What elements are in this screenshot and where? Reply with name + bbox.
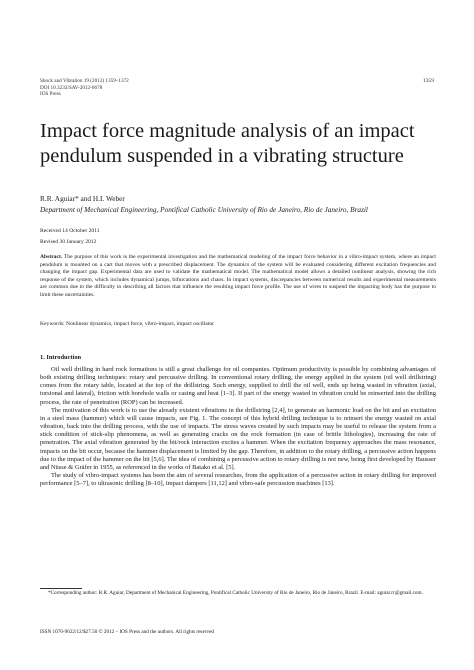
introduction-body — [40, 366, 436, 488]
authors: R.R. Aguiar* and H.I. Weber — [40, 194, 125, 203]
issn-copyright: ISSN 1070-9622/12/$27.50 © 2012 – IOS Press and the authors. All rights reserved — [40, 629, 214, 635]
publisher: IOS Press — [40, 91, 61, 98]
paper-title-line-1: Impact force magnitude analysis of an impact — [40, 120, 415, 142]
abstract — [40, 254, 436, 300]
paragraph: The motivation of this work is to use the already existent vibrations in the drillstring [2,4], to generate an harmonic load on the bit and an excitation in a steel mass (hammer) which will cause impacts, see Fig. 1. The concept of this hybrid drilling technique is to reinsert the energy wasted on axial vibration, back into the drilling process, with the use of impacts. The stress waves created by such impacts may be useful to release the system from a stick condition of stick-slip phenomena, as well as generating cracks on the rock formation (in case of brittle lithologies), increasing the rate of penetration. The axial vibration generated by the bit/rock interaction excites a hammer. When the excitation frequency approaches the mass resonance, impacts on the bit occur, because the hammer displacement is limited by the gap. Therefore, in addition to the rotary drilling, a percussive action happens due to the impact of the hammer on the bit [5,6]. The idea of combining a percussive action to rotary drilling is not new, being first developed by Hausser and Nüsse & Gräfer in 1955, as referenced in the works of Batako et al. [5]. — [40, 406, 436, 471]
page-number: 1359 — [422, 78, 434, 84]
journal-citation: Shock and Vibration 19 (2012) 1359–1372 — [40, 78, 129, 84]
doi: DOI 10.3233/SAV-2012-0678 — [40, 84, 103, 91]
paragraph: The study of vibro-impact systems has been the aim of several researches, from the application of a percussive action in rotary drilling for improved performance [5–7], to ultrasonic drilling [8–10], impact dampers [11,12] and vibro-safe percussion machines [13]. — [40, 472, 436, 488]
revised-date: Revised 30 January 2012 — [40, 238, 97, 245]
affiliation: Department of Mechanical Engineering, Pontifical Catholic University of Rio de Janeiro, Rio de Janeiro, Brazil — [40, 205, 368, 214]
corresponding-author-note: *Corresponding author: R.R. Aguiar, Department of Mechanical Engineering, Pontifical Catholic University of Rio de Janeiro, Rio de Janeiro, Brazil. E-mail: aguiar.rr@gmail.com. — [48, 590, 423, 596]
received-date: Received 14 October 2011 — [40, 228, 100, 234]
footnote — [40, 590, 434, 597]
abstract-label: Abstract. — [40, 254, 63, 260]
abstract-text: The purpose of this work is the experimental investigation and the mathematical modeling of the impact force behavior in a vibro-impact system, where an impact pendulum is mounted on a cart that moves with a prescribed displacement. The dynamics of the system will be evaluated considering different excitation frequencies and changing the impact gap. Experimental data are used to validate the mathematical model. The mathematical model allows a detailed nonlinear analysis, showing the rich response of the system, which includes dynamical jumps, bifurcations and chaos. In impact systems, discrepancies between numerical results and experimental measurements are common due to the difficulty in describing all factors that influence the resulting impact force profile. The use of wires to suspend the impacting body has the purpose to limit these uncertainties. — [40, 254, 436, 298]
footnote-divider — [40, 588, 82, 589]
paragraph: Oil well drilling in hard rock formations is still a great challenge for oil companies. Optimum productivity is possible by combining advantages of both existing drilling techniques: rotary and percussive drilling. In conventional rotary drilling, the energy applied in the system (oil well drillstring) comes from the rotary table, located at the top of the drillstring. Such energy, supplied to drill the oil well, ends up being wasted in vibration (axial, torsional and lateral), friction with borehole walls or casing and heat [1–3]. If part of the energy wasted in vibration could be reinserted into the drilling process, the rate of penetration (ROP) can be increased. — [40, 366, 436, 406]
section-heading: 1. Introduction — [40, 354, 82, 361]
article-dates — [40, 226, 100, 247]
journal-header — [40, 78, 434, 98]
paper-title — [40, 119, 440, 169]
paper-title-line-2: pendulum suspended in a vibrating structure — [40, 145, 404, 167]
keywords: Keywords: Nonlinear dynamics, impact force, vibro-impact, impact oscillator — [40, 321, 214, 327]
